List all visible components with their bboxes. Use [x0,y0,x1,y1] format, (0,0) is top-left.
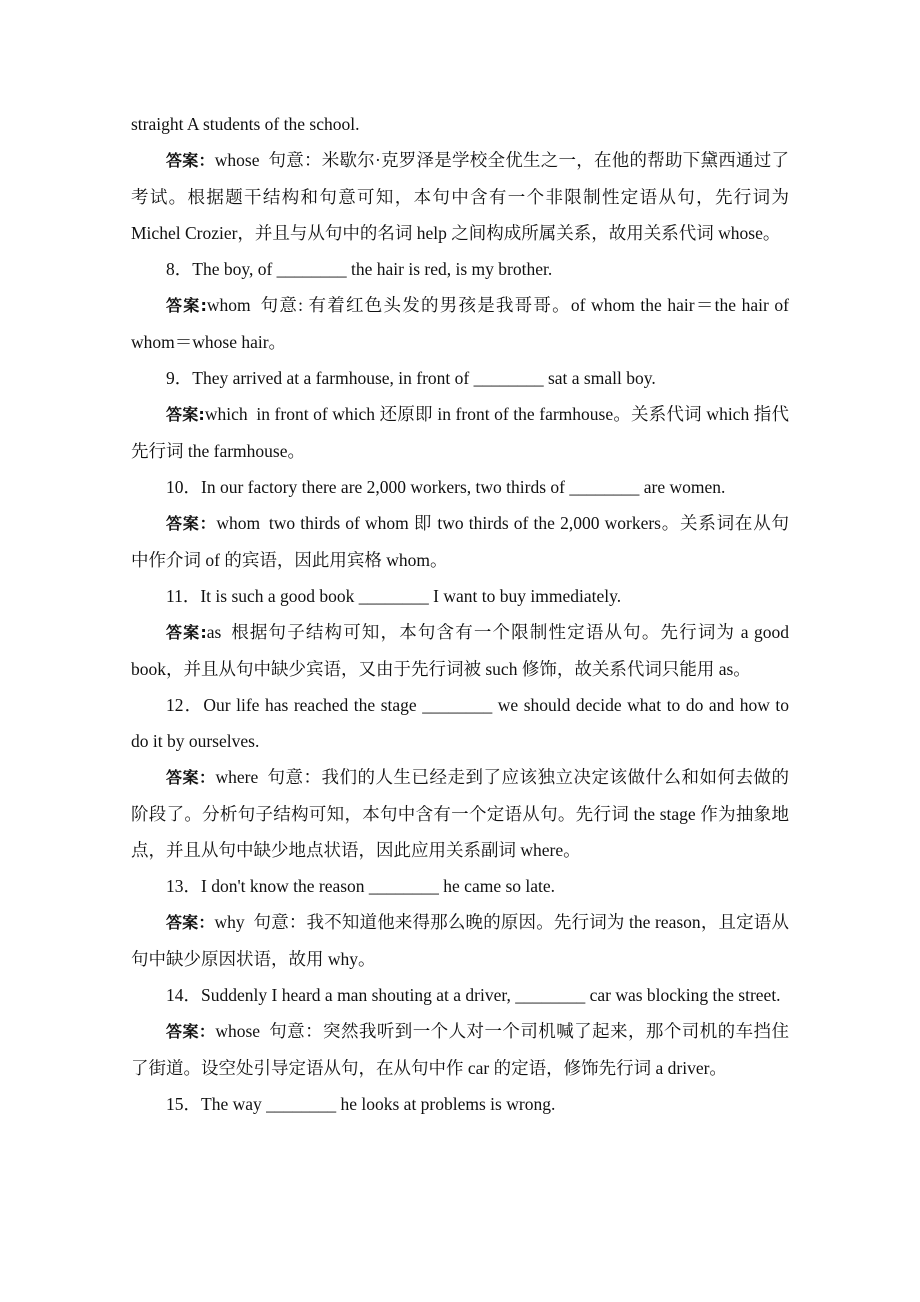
answer-paragraph [131,1013,789,1086]
answer-label: 答案： [166,1022,216,1041]
answer-label: 答案: [166,405,205,424]
answer-explanation: 根据句子结构可知，本句含有一个限制性定语从句。先行词为 a good book，并且从句中缺少宾语，又由于先行词被 such 修饰，故关系代词只能用 as。 [131,622,789,679]
answer-explanation: 句意：我们的人生已经走到了应该独立决定该做什么和如何去做的阶段了。分析句子结构可知，本句中含有一个定语从句。先行词 the stage 作为抽象地点，并且从句中缺少地点状语，因此应用关系副词 where。 [131,767,789,860]
answer-value: whose [214,150,260,170]
question-paragraph: 9．They arrived at a farmhouse, in front of ________ sat a small boy. [166,368,656,388]
answer-paragraph [131,904,789,977]
answer-paragraph [131,287,789,360]
answer-explanation: in front of which 还原即 in front of the farmhouse。关系代词 which 指代先行词 the farmhouse。 [131,404,789,461]
answer-explanation: 句意：突然我听到一个人对一个司机喊了起来，那个司机的车挡住了街道。设空处引导定语从句，在从句中作 car 的定语，修饰先行词 a driver。 [131,1021,789,1078]
answer-value: whom [216,513,261,533]
answer-value: as [206,622,222,642]
answer-paragraph [131,505,789,578]
answer-value: why [214,912,245,932]
document-body [131,106,789,1122]
question-paragraph: 14．Suddenly I heard a man shouting at a driver, ________ car was blocking the street. [166,985,781,1005]
answer-paragraph [131,759,789,868]
answer-paragraph [131,396,789,469]
answer-continuation: straight A students of the school. [131,114,360,134]
answer-value: whom [206,295,251,315]
answer-label: 答案： [166,768,216,787]
answer-paragraph [131,614,789,687]
answer-value: where [215,767,259,787]
answer-label: 答案: [166,623,207,642]
question-paragraph: 11．It is such a good book ________ I want to buy immediately. [166,586,622,606]
answer-value: whose [215,1021,261,1041]
answer-label: 答案: [166,296,207,315]
answer-explanation: two thirds of whom 即 two thirds of the 2,000 workers。关系词在从句中作介词 of 的宾语，因此用宾格 whom。 [131,513,789,570]
answer-explanation: 句意: 有着红色头发的男孩是我哥哥。of whom the hair＝the hair of whom＝whose hair。 [131,295,789,352]
answer-paragraph [131,142,789,251]
question-paragraph: 12．Our life has reached the stage ________ we should decide what to do and how to do it by ourselves. [131,695,789,751]
answer-explanation: 句意：米歇尔·克罗泽是学校全优生之一，在他的帮助下黛西通过了考试。根据题干结构和句意可知，本句中含有一个非限制性定语从句，先行词为 Michel Crozier，并且与从句中的名词 help 之间构成所属关系，故用关系代词 whose。 [131,150,789,243]
answer-value: which [204,404,248,424]
answer-explanation: 句意：我不知道他来得那么晚的原因。先行词为 the reason，且定语从句中缺少原因状语，故用 why。 [131,912,789,969]
answer-label: 答案： [166,913,215,932]
question-paragraph: 8．The boy, of ________ the hair is red, is my brother. [166,259,553,279]
answer-label: 答案： [166,514,217,533]
answer-label: 答案： [166,151,215,170]
question-paragraph: 10．In our factory there are 2,000 workers, two thirds of ________ are women. [166,477,726,497]
question-paragraph: 15．The way ________ he looks at problems is wrong. [166,1094,556,1114]
question-paragraph: 13．I don't know the reason ________ he came so late. [166,876,556,896]
